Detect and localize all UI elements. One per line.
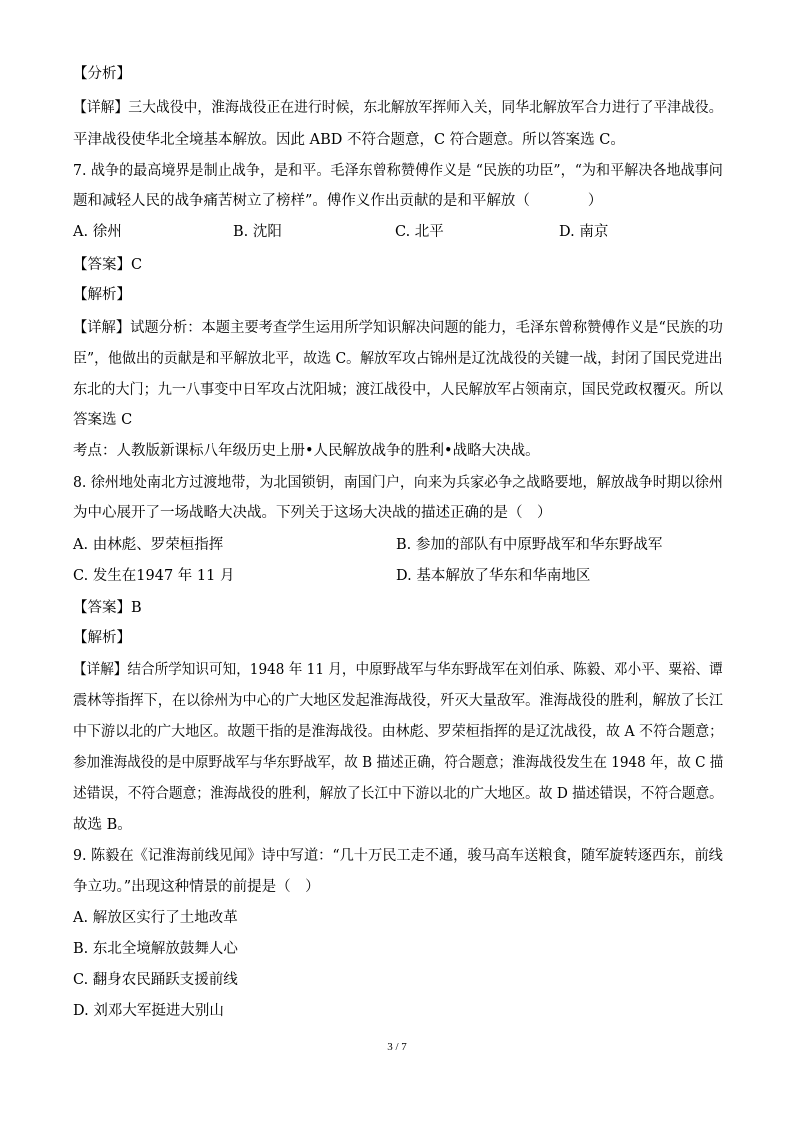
q9-option-b: B. 东北全境解放鼓舞人心	[73, 941, 238, 957]
q7-kaodian: 考点：人教版新课标八年级历史上册•人民解放战争的胜利•战略大决战。	[73, 443, 540, 459]
q9-option-a: A. 解放区实行了土地改革	[73, 910, 238, 926]
q8-option-b: B. 参加的部队有中原野战军和华东野战军	[396, 537, 663, 553]
q8-detail-line: 【详解】结合所学知识可知，1948 年 11 月，中原野战军与华东野战军在刘伯承、陈毅、邓小平、粟裕、谭	[73, 662, 723, 678]
q7-stem-line: 题和减轻人民的战争痛苦树立了榜样”。傅作义作出贡献的是和平解放（ ）	[73, 193, 603, 209]
q8-option-d: D. 基本解放了华东和华南地区	[396, 568, 591, 584]
q9-stem-line: 9. 陈毅在《记淮海前线见闻》诗中写道：“几十万民工走不通，骏马高车送粮食，随军旋转逐西东，前线	[73, 848, 723, 864]
q8-detail-line: 中下游以北的广大地区。故题干指的是淮海战役。由林彪、罗荣桓指挥的是辽沈战役，故 A 不符合题意；	[73, 724, 724, 740]
analysis-label: 【分析】	[73, 66, 131, 82]
q8-detail-line: 述错误，不符合题意；淮海战役的胜利，解放了长江中下游以北的广大地区。故 D 描述错误，不符合题意。	[73, 786, 723, 802]
q7-detail-line: 臣”，他做出的贡献是和平解放北平，故选 C。解放军攻占锦州是辽沈战役的关键一战，封闭了国民党进出	[73, 351, 723, 367]
q7-stem-line: 7. 战争的最高境界是制止战争，是和平。毛泽东曾称赞傅作义是 “民族的功臣”，“为和平解决各地战事问	[73, 163, 723, 179]
q8-answer: 【答案】B	[73, 600, 142, 616]
q9-option-c: C. 翻身农民踊跃支援前线	[73, 972, 238, 988]
q7-option-b: B. 沈阳	[233, 224, 282, 240]
q8-explain-label: 【解析】	[73, 630, 131, 646]
q8-options-row2	[73, 566, 723, 586]
q7-explain-label: 【解析】	[73, 287, 131, 303]
q8-detail-line: 故选 B。	[73, 817, 132, 833]
q7-option-a: A. 徐州	[73, 224, 122, 240]
page-number: 3 / 7	[387, 1041, 407, 1053]
q9-stem-line: 争立功。”出现这种情景的前提是（ ）	[73, 879, 320, 895]
q7-option-c: C. 北平	[395, 224, 444, 240]
q6-detail-line: 【详解】三大战役中，淮海战役正在进行时候，东北解放军挥师入关，同华北解放军合力进行了平津战役。	[73, 100, 723, 116]
q7-options	[73, 222, 723, 242]
q7-detail-line: 【详解】试题分析：本题主要考查学生运用所学知识解决问题的能力，毛泽东曾称赞傅作义是“民族的功	[73, 320, 723, 336]
q8-option-a: A. 由林彪、罗荣桓指挥	[73, 537, 224, 553]
q8-detail-line: 参加淮海战役的是中原野战军与华东野战军，故 B 描述正确，符合题意；淮海战役发生在 1948 年，故 C 描	[73, 755, 724, 771]
q7-detail-line: 答案选 C	[73, 412, 133, 428]
q6-detail-line: 平津战役使华北全境基本解放。因此 ABD 不符合题意，C 符合题意。所以答案选 C。	[73, 132, 625, 148]
q8-stem-line: 为中心展开了一场战略大决战。下列关于这场大决战的描述正确的是（ ）	[73, 505, 552, 521]
q8-options-row1	[73, 535, 723, 555]
q8-detail-line: 震林等指挥下，在以徐州为中心的广大地区发起淮海战役，歼灭大量敌军。淮海战役的胜利，解放了长江	[73, 693, 723, 709]
q7-answer: 【答案】C	[73, 257, 143, 273]
q8-stem-line: 8. 徐州地处南北方过渡地带，为北国锁钥，南国门户，向来为兵家必争之战略要地，解放战争时期以徐州	[73, 475, 723, 491]
q7-detail-line: 东北的大门；九一八事变中日军攻占沈阳城；渡江战役中，人民解放军占领南京，国民党政权覆灭。所以	[73, 382, 723, 398]
q8-option-c: C. 发生在1947 年 11 月	[73, 568, 235, 584]
q7-option-d: D. 南京	[559, 224, 609, 240]
q9-option-d: D. 刘邓大军挺进大别山	[73, 1003, 224, 1019]
